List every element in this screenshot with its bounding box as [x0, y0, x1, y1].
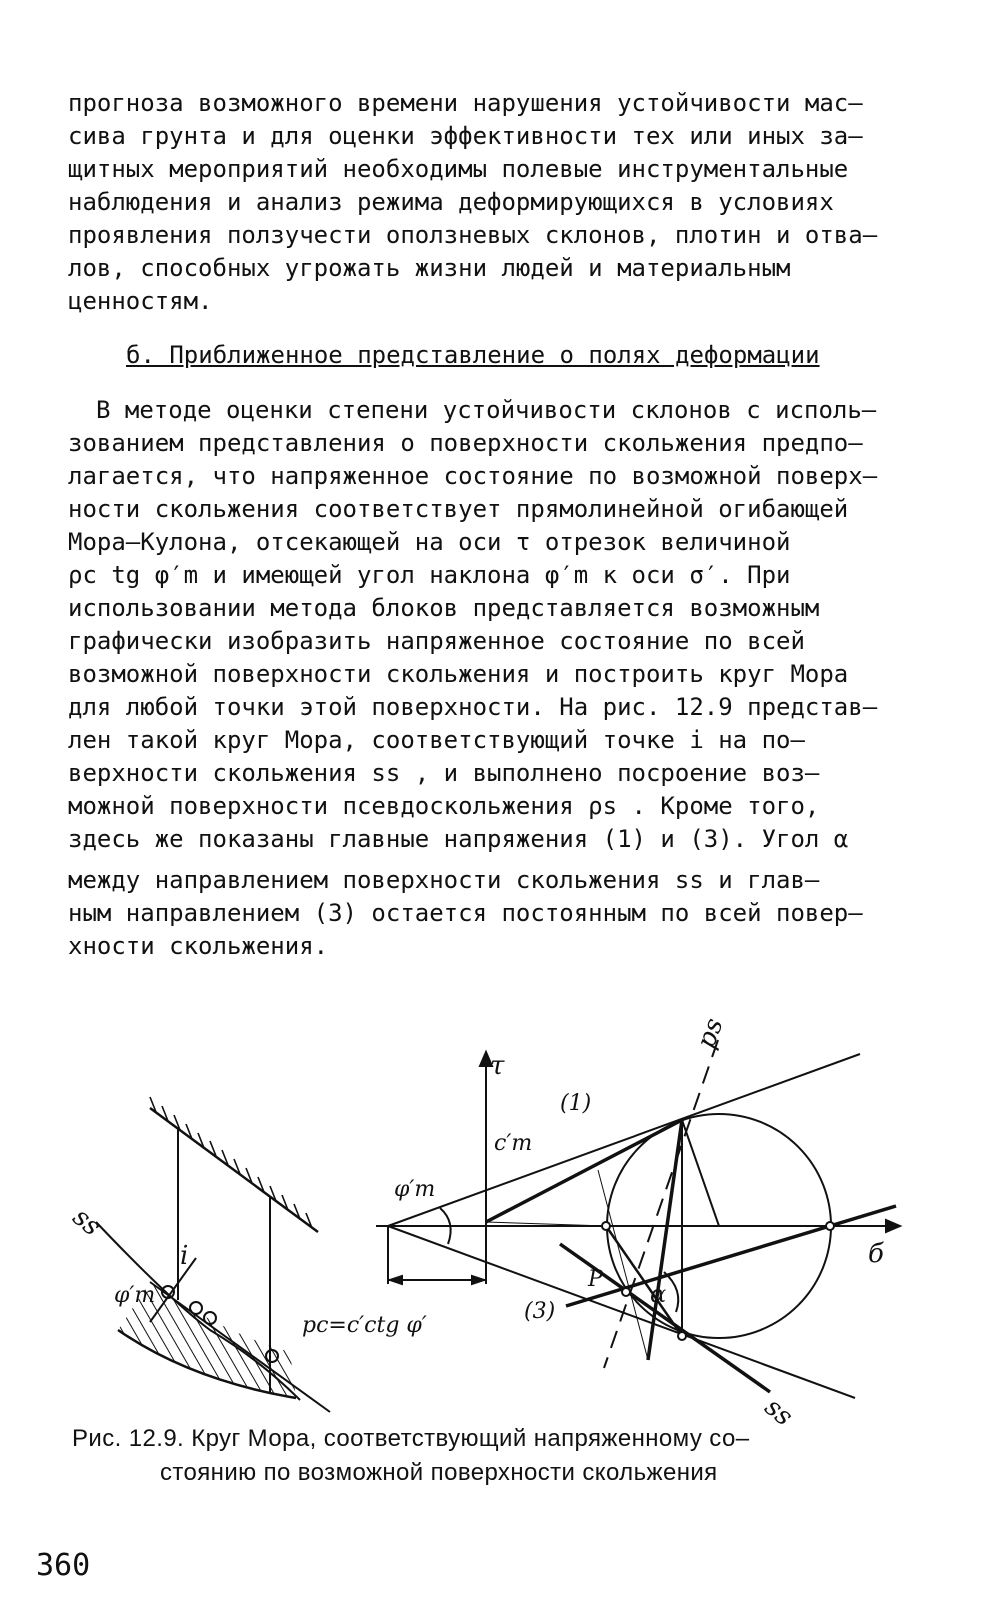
- text-line: ным направлением (3) остается постоянным по всей повер–: [68, 899, 863, 927]
- ss-left-label: ss: [66, 1202, 107, 1243]
- text-line: для любой точки этой поверхности. На рис. 12.9 представ–: [68, 693, 878, 721]
- tau-axis-label: τ: [490, 1051, 505, 1081]
- text-line: верхности скольжения ss , и выполнено посроение воз–: [68, 759, 820, 787]
- pc-formula-label: pc=c′ctg φ′: [302, 1313, 427, 1338]
- text-line: можной поверхности псевдоскольжения ρs . Кроме того,: [68, 792, 820, 820]
- text-line: между направлением поверхности скольжения ss и глав–: [68, 866, 820, 894]
- figure-caption-line2: стоянию по возможной поверхности скольжения: [160, 1459, 718, 1486]
- text-line: В методе оценки степени устойчивости склонов с исполь–: [96, 396, 877, 424]
- point-i-label: i: [180, 1241, 189, 1271]
- principal-3-label: (3): [524, 1299, 556, 1324]
- text-line: лен такой круг Мора, соответствующий точке i на по–: [68, 726, 805, 754]
- mohr-diagram: [376, 1040, 900, 1398]
- section-heading: б. Приближенное представление о полях деформации: [126, 341, 820, 369]
- text-line: щитных мероприятий необходимы полевые инструментальные: [68, 155, 849, 183]
- phi-left-label: φ′m: [114, 1283, 156, 1308]
- alpha-label: α: [650, 1280, 667, 1308]
- cm-label: c′m: [494, 1131, 533, 1156]
- ss-right-label: ss: [758, 1392, 799, 1433]
- text-line: Мора–Кулона, отсекающей на оси τ отрезок величиной: [68, 528, 791, 556]
- text-line: здесь же показаны главные напряжения (1) и (3). Угол α: [68, 825, 849, 853]
- text-line: лагается, что напряженное состояние по возможной поверх–: [68, 462, 878, 490]
- ps-label: ps: [691, 1014, 730, 1053]
- text-line: сива грунта и для оценки эффективности тех или иных за–: [68, 122, 863, 150]
- text-line: возможной поверхности скольжения и построить круг Мора: [68, 660, 849, 688]
- phi-axis-label: φ′m: [394, 1177, 436, 1202]
- text-line: хности скольжения.: [68, 932, 329, 960]
- text-line: графически изобразить напряженное состояние по всей: [68, 627, 805, 655]
- text-line: наблюдения и анализ режима деформирующихся в условиях: [68, 188, 834, 216]
- text-line: прогноза возможного времени нарушения устойчивости мас–: [68, 89, 863, 117]
- slope-drawing: [96, 1097, 330, 1412]
- pole-p-label: P: [588, 1267, 603, 1292]
- principal-1-label: (1): [560, 1091, 592, 1116]
- text-line: ности скольжения соответствует прямолинейной огибающей: [68, 495, 849, 523]
- text-line: проявления ползучести оползневых склонов, плотин и отва–: [68, 221, 878, 249]
- figure-caption-line1: Рис. 12.9. Круг Мора, соответствующий напряженному со–: [72, 1425, 750, 1452]
- text-line: ценностям.: [68, 287, 213, 315]
- text-line: лов, способных угрожать жизни людей и материальным: [68, 254, 791, 282]
- text-line: зованием представления о поверхности скольжения предпо–: [68, 429, 863, 457]
- text-line: использовании метода блоков представляется возможным: [68, 594, 820, 622]
- sigma-axis-label: б: [868, 1239, 884, 1269]
- page-number: 360: [36, 1548, 91, 1583]
- text-line: ρc tg φ′m и имеющей угол наклона φ′m к оси σ′. При: [68, 561, 791, 589]
